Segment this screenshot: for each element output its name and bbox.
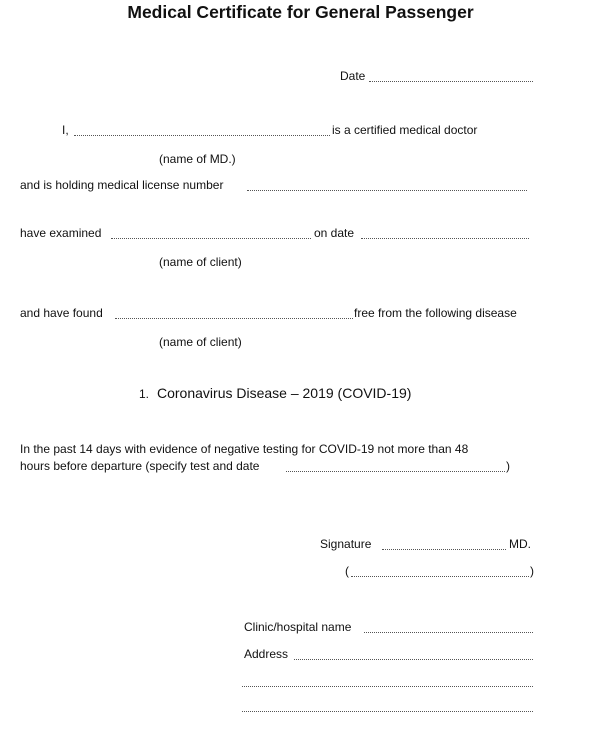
open-paren: ( bbox=[345, 564, 349, 578]
doctor-name-field[interactable] bbox=[74, 135, 330, 136]
page-title: Medical Certificate for General Passenger bbox=[127, 2, 474, 22]
doctor-name-caption: (name of MD.) bbox=[159, 152, 236, 166]
exam-date-field[interactable] bbox=[361, 238, 529, 239]
test-details-field[interactable] bbox=[286, 471, 505, 472]
on-date-label: on date bbox=[314, 226, 355, 240]
examined-client-field[interactable] bbox=[111, 238, 311, 239]
client-name-caption-1: (name of client) bbox=[159, 255, 242, 269]
found-suffix: free from the following disease bbox=[354, 306, 517, 320]
clinic-name-field[interactable] bbox=[364, 632, 533, 633]
address-field-3[interactable] bbox=[242, 711, 533, 712]
printed-name-field[interactable] bbox=[351, 576, 529, 577]
examined-label: have examined bbox=[20, 226, 102, 240]
disease-name: Coronavirus Disease – 2019 (COVID-19) bbox=[157, 385, 412, 401]
license-number-field[interactable] bbox=[247, 190, 527, 191]
paragraph-line-1: In the past 14 days with evidence of negative testing for COVID-19 not more than 48 bbox=[20, 442, 469, 456]
doctor-prefix: I, bbox=[62, 123, 69, 137]
paragraph-line-2: hours before departure (specify test and date bbox=[20, 459, 260, 473]
signature-field[interactable] bbox=[382, 549, 506, 550]
doctor-suffix: is a certified medical doctor bbox=[332, 123, 478, 137]
found-label: and have found bbox=[20, 306, 103, 320]
license-label: and is holding medical license number bbox=[20, 178, 224, 192]
signature-label: Signature bbox=[320, 537, 372, 551]
clinic-name-label: Clinic/hospital name bbox=[244, 620, 352, 634]
address-field-1[interactable] bbox=[294, 659, 533, 660]
address-field-2[interactable] bbox=[242, 686, 533, 687]
disease-number: 1. bbox=[139, 387, 150, 401]
client-name-caption-2: (name of client) bbox=[159, 335, 242, 349]
address-label: Address bbox=[244, 647, 289, 661]
close-paren: ) bbox=[530, 564, 534, 578]
md-suffix: MD. bbox=[509, 537, 531, 551]
date-field[interactable] bbox=[369, 81, 533, 82]
found-client-field[interactable] bbox=[115, 318, 353, 319]
paragraph-close: ) bbox=[506, 459, 510, 473]
date-label: Date bbox=[340, 69, 366, 83]
